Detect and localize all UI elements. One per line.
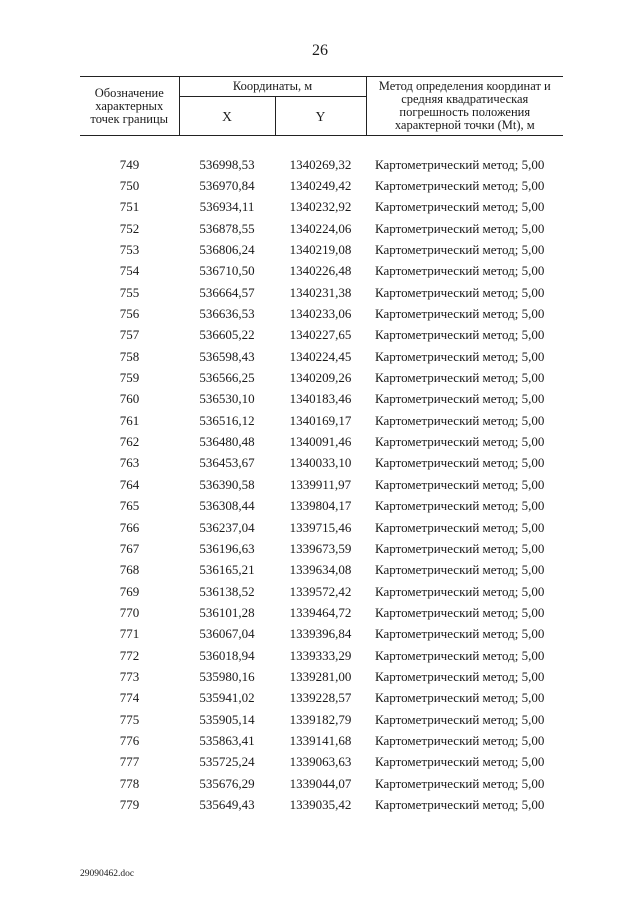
table-row: [80, 730, 563, 751]
cell-y: 1340269,32: [289, 156, 352, 172]
cell-x: 536636,53: [199, 306, 255, 322]
cell-x: 536998,53: [199, 156, 255, 172]
cell-x: 535980,16: [199, 668, 255, 684]
table-row: [80, 218, 563, 239]
table-header: [80, 77, 563, 136]
table-row: [80, 773, 563, 794]
table-row: [80, 197, 563, 218]
cell-point: 775: [119, 711, 140, 727]
cell-y: 1340033,10: [289, 455, 352, 471]
cell-y: 1340169,17: [289, 412, 352, 428]
cell-method: Картометрический метод; 5,00: [375, 690, 545, 706]
cell-y: 1340219,08: [289, 242, 352, 258]
cell-x: 536530,10: [199, 391, 255, 407]
cell-y: 1340209,26: [289, 370, 352, 386]
cell-point: 750: [119, 178, 140, 194]
cell-x: 536067,04: [199, 626, 255, 642]
cell-point: 749: [119, 156, 140, 172]
cell-point: 755: [119, 284, 140, 300]
cell-x: 536566,25: [199, 370, 255, 386]
cell-y: 1339035,42: [289, 796, 352, 812]
cell-point: 767: [119, 540, 140, 556]
table-row: [80, 645, 563, 666]
cell-x: 536138,52: [199, 583, 255, 599]
cell-point: 777: [119, 754, 140, 770]
cell-point: 771: [119, 626, 140, 642]
page-number: 26: [312, 42, 328, 59]
table-row: [80, 367, 563, 388]
cell-x: 536934,11: [199, 199, 255, 215]
table-row: [80, 752, 563, 773]
cell-x: 535676,29: [199, 775, 255, 791]
cell-y: 1339228,57: [289, 690, 352, 706]
cell-y: 1339572,42: [289, 583, 352, 599]
cell-x: 536516,12: [199, 412, 255, 428]
cell-y: 1339044,07: [289, 775, 352, 791]
cell-point: 754: [119, 263, 140, 279]
cell-point: 763: [119, 455, 140, 471]
table-row: [80, 303, 563, 324]
cell-method: Картометрический метод; 5,00: [375, 263, 545, 279]
cell-method: Картометрический метод; 5,00: [375, 775, 545, 791]
cell-point: 769: [119, 583, 140, 599]
cell-y: 1340233,06: [289, 306, 352, 322]
cell-method: Картометрический метод; 5,00: [375, 647, 545, 663]
cell-y: 1339634,08: [289, 562, 352, 578]
cell-x: 536970,84: [199, 178, 255, 194]
table-row: [80, 538, 563, 559]
cell-method: Картометрический метод; 5,00: [375, 754, 545, 770]
cell-point: 778: [119, 775, 140, 791]
cell-x: 536878,55: [199, 220, 255, 236]
cell-point: 773: [119, 668, 140, 684]
cell-method: Картометрический метод; 5,00: [375, 178, 545, 194]
cell-y: 1339464,72: [289, 604, 352, 620]
header-method: Метод определения координат и средняя квадратическая погрешность положения характерной точки (Mt), м: [366, 77, 563, 136]
cell-method: Картометрический метод; 5,00: [375, 519, 545, 535]
footer-filename: 29090462.doc: [80, 869, 135, 879]
cell-method: Картометрический метод; 5,00: [375, 604, 545, 620]
cell-point: 752: [119, 220, 140, 236]
cell-method: Картометрический метод; 5,00: [375, 327, 545, 343]
cell-method: Картометрический метод; 5,00: [375, 711, 545, 727]
cell-y: 1340091,46: [289, 434, 352, 450]
table-row: [80, 282, 563, 303]
cell-point: 770: [119, 604, 140, 620]
cell-method: Картометрический метод; 5,00: [375, 498, 545, 514]
table-row: [80, 453, 563, 474]
cell-method: Картометрический метод; 5,00: [375, 540, 545, 556]
cell-method: Картометрический метод; 5,00: [375, 412, 545, 428]
coordinates-table: [80, 76, 563, 816]
cell-point: 768: [119, 562, 140, 578]
cell-point: 774: [119, 690, 140, 706]
cell-y: 1340232,92: [289, 199, 352, 215]
cell-x: 535725,24: [199, 754, 255, 770]
cell-method: Картометрический метод; 5,00: [375, 284, 545, 300]
cell-y: 1339182,79: [289, 711, 352, 727]
cell-point: 756: [119, 306, 140, 322]
table-row: [80, 389, 563, 410]
cell-method: Картометрический метод; 5,00: [375, 562, 545, 578]
cell-x: 536196,63: [199, 540, 255, 556]
cell-point: 766: [119, 519, 140, 535]
cell-point: 757: [119, 327, 140, 343]
cell-x: 536598,43: [199, 348, 255, 364]
cell-x: 535941,02: [199, 690, 255, 706]
table-row: [80, 560, 563, 581]
cell-y: 1339063,63: [289, 754, 352, 770]
cell-y: 1340224,45: [289, 348, 352, 364]
header-coordinates: Координаты, м: [179, 77, 366, 97]
table-row: [80, 239, 563, 260]
cell-method: Картометрический метод; 5,00: [375, 156, 545, 172]
cell-x: 536664,57: [199, 284, 255, 300]
cell-point: 765: [119, 498, 140, 514]
cell-y: 1340224,06: [289, 220, 352, 236]
table-row: [80, 794, 563, 815]
cell-method: Картометрический метод; 5,00: [375, 668, 545, 684]
table-row: [80, 709, 563, 730]
cell-method: Картометрический метод; 5,00: [375, 242, 545, 258]
table-row: [80, 474, 563, 495]
cell-y: 1339673,59: [289, 540, 352, 556]
cell-y: 1339911,97: [289, 476, 352, 492]
table-row: [80, 602, 563, 623]
table-row: [80, 410, 563, 431]
table-row: [80, 431, 563, 452]
cell-point: 779: [119, 796, 140, 812]
cell-point: 776: [119, 732, 140, 748]
cell-y: 1339804,17: [289, 498, 352, 514]
cell-x: 536453,67: [199, 455, 255, 471]
table-row: [80, 666, 563, 687]
cell-x: 536390,58: [199, 476, 255, 492]
cell-x: 536018,94: [199, 647, 255, 663]
cell-x: 536308,44: [199, 498, 255, 514]
cell-point: 760: [119, 391, 140, 407]
cell-x: 536480,48: [199, 434, 255, 450]
cell-point: 772: [119, 647, 140, 663]
table-row: [80, 175, 563, 196]
cell-method: Картометрический метод; 5,00: [375, 732, 545, 748]
table-body: [80, 136, 563, 816]
cell-y: 1340231,38: [289, 284, 352, 300]
header-y: Y: [275, 97, 366, 136]
cell-method: Картометрический метод; 5,00: [375, 348, 545, 364]
cell-y: 1339141,68: [289, 732, 352, 748]
cell-method: Картометрический метод; 5,00: [375, 796, 545, 812]
cell-point: 759: [119, 370, 140, 386]
cell-y: 1339715,46: [289, 519, 352, 535]
table-row: [80, 154, 563, 175]
cell-method: Картометрический метод; 5,00: [375, 626, 545, 642]
table-row: [80, 688, 563, 709]
header-x: X: [179, 97, 275, 136]
cell-method: Картометрический метод; 5,00: [375, 306, 545, 322]
cell-x: 536605,22: [199, 327, 255, 343]
table-row: [80, 517, 563, 538]
cell-x: 536101,28: [199, 604, 255, 620]
cell-point: 764: [119, 476, 140, 492]
table-row: [80, 325, 563, 346]
cell-x: 536710,50: [199, 263, 255, 279]
cell-method: Картометрический метод; 5,00: [375, 583, 545, 599]
table-row: [80, 496, 563, 517]
cell-y: 1339396,84: [289, 626, 352, 642]
cell-x: 535905,14: [199, 711, 255, 727]
cell-point: 758: [119, 348, 140, 364]
cell-y: 1340227,65: [289, 327, 352, 343]
cell-x: 536165,21: [199, 562, 255, 578]
cell-y: 1339281,00: [289, 668, 352, 684]
cell-method: Картометрический метод; 5,00: [375, 476, 545, 492]
cell-point: 751: [119, 199, 140, 215]
cell-x: 536237,04: [199, 519, 255, 535]
cell-y: 1340226,48: [289, 263, 352, 279]
cell-y: 1339333,29: [289, 647, 352, 663]
table-row: [80, 581, 563, 602]
cell-point: 761: [119, 412, 140, 428]
cell-x: 536806,24: [199, 242, 255, 258]
header-point-designation: Обозначение характерных точек границы: [80, 77, 179, 136]
cell-point: 753: [119, 242, 140, 258]
cell-method: Картометрический метод; 5,00: [375, 199, 545, 215]
table-row: [80, 624, 563, 645]
cell-method: Картометрический метод; 5,00: [375, 391, 545, 407]
cell-method: Картометрический метод; 5,00: [375, 220, 545, 236]
cell-method: Картометрический метод; 5,00: [375, 370, 545, 386]
cell-point: 762: [119, 434, 140, 450]
cell-method: Картометрический метод; 5,00: [375, 434, 545, 450]
cell-x: 535863,41: [199, 732, 255, 748]
table-row: [80, 346, 563, 367]
cell-x: 535649,43: [199, 796, 255, 812]
cell-method: Картометрический метод; 5,00: [375, 455, 545, 471]
table-row: [80, 261, 563, 282]
cell-y: 1340249,42: [289, 178, 352, 194]
cell-y: 1340183,46: [289, 391, 352, 407]
